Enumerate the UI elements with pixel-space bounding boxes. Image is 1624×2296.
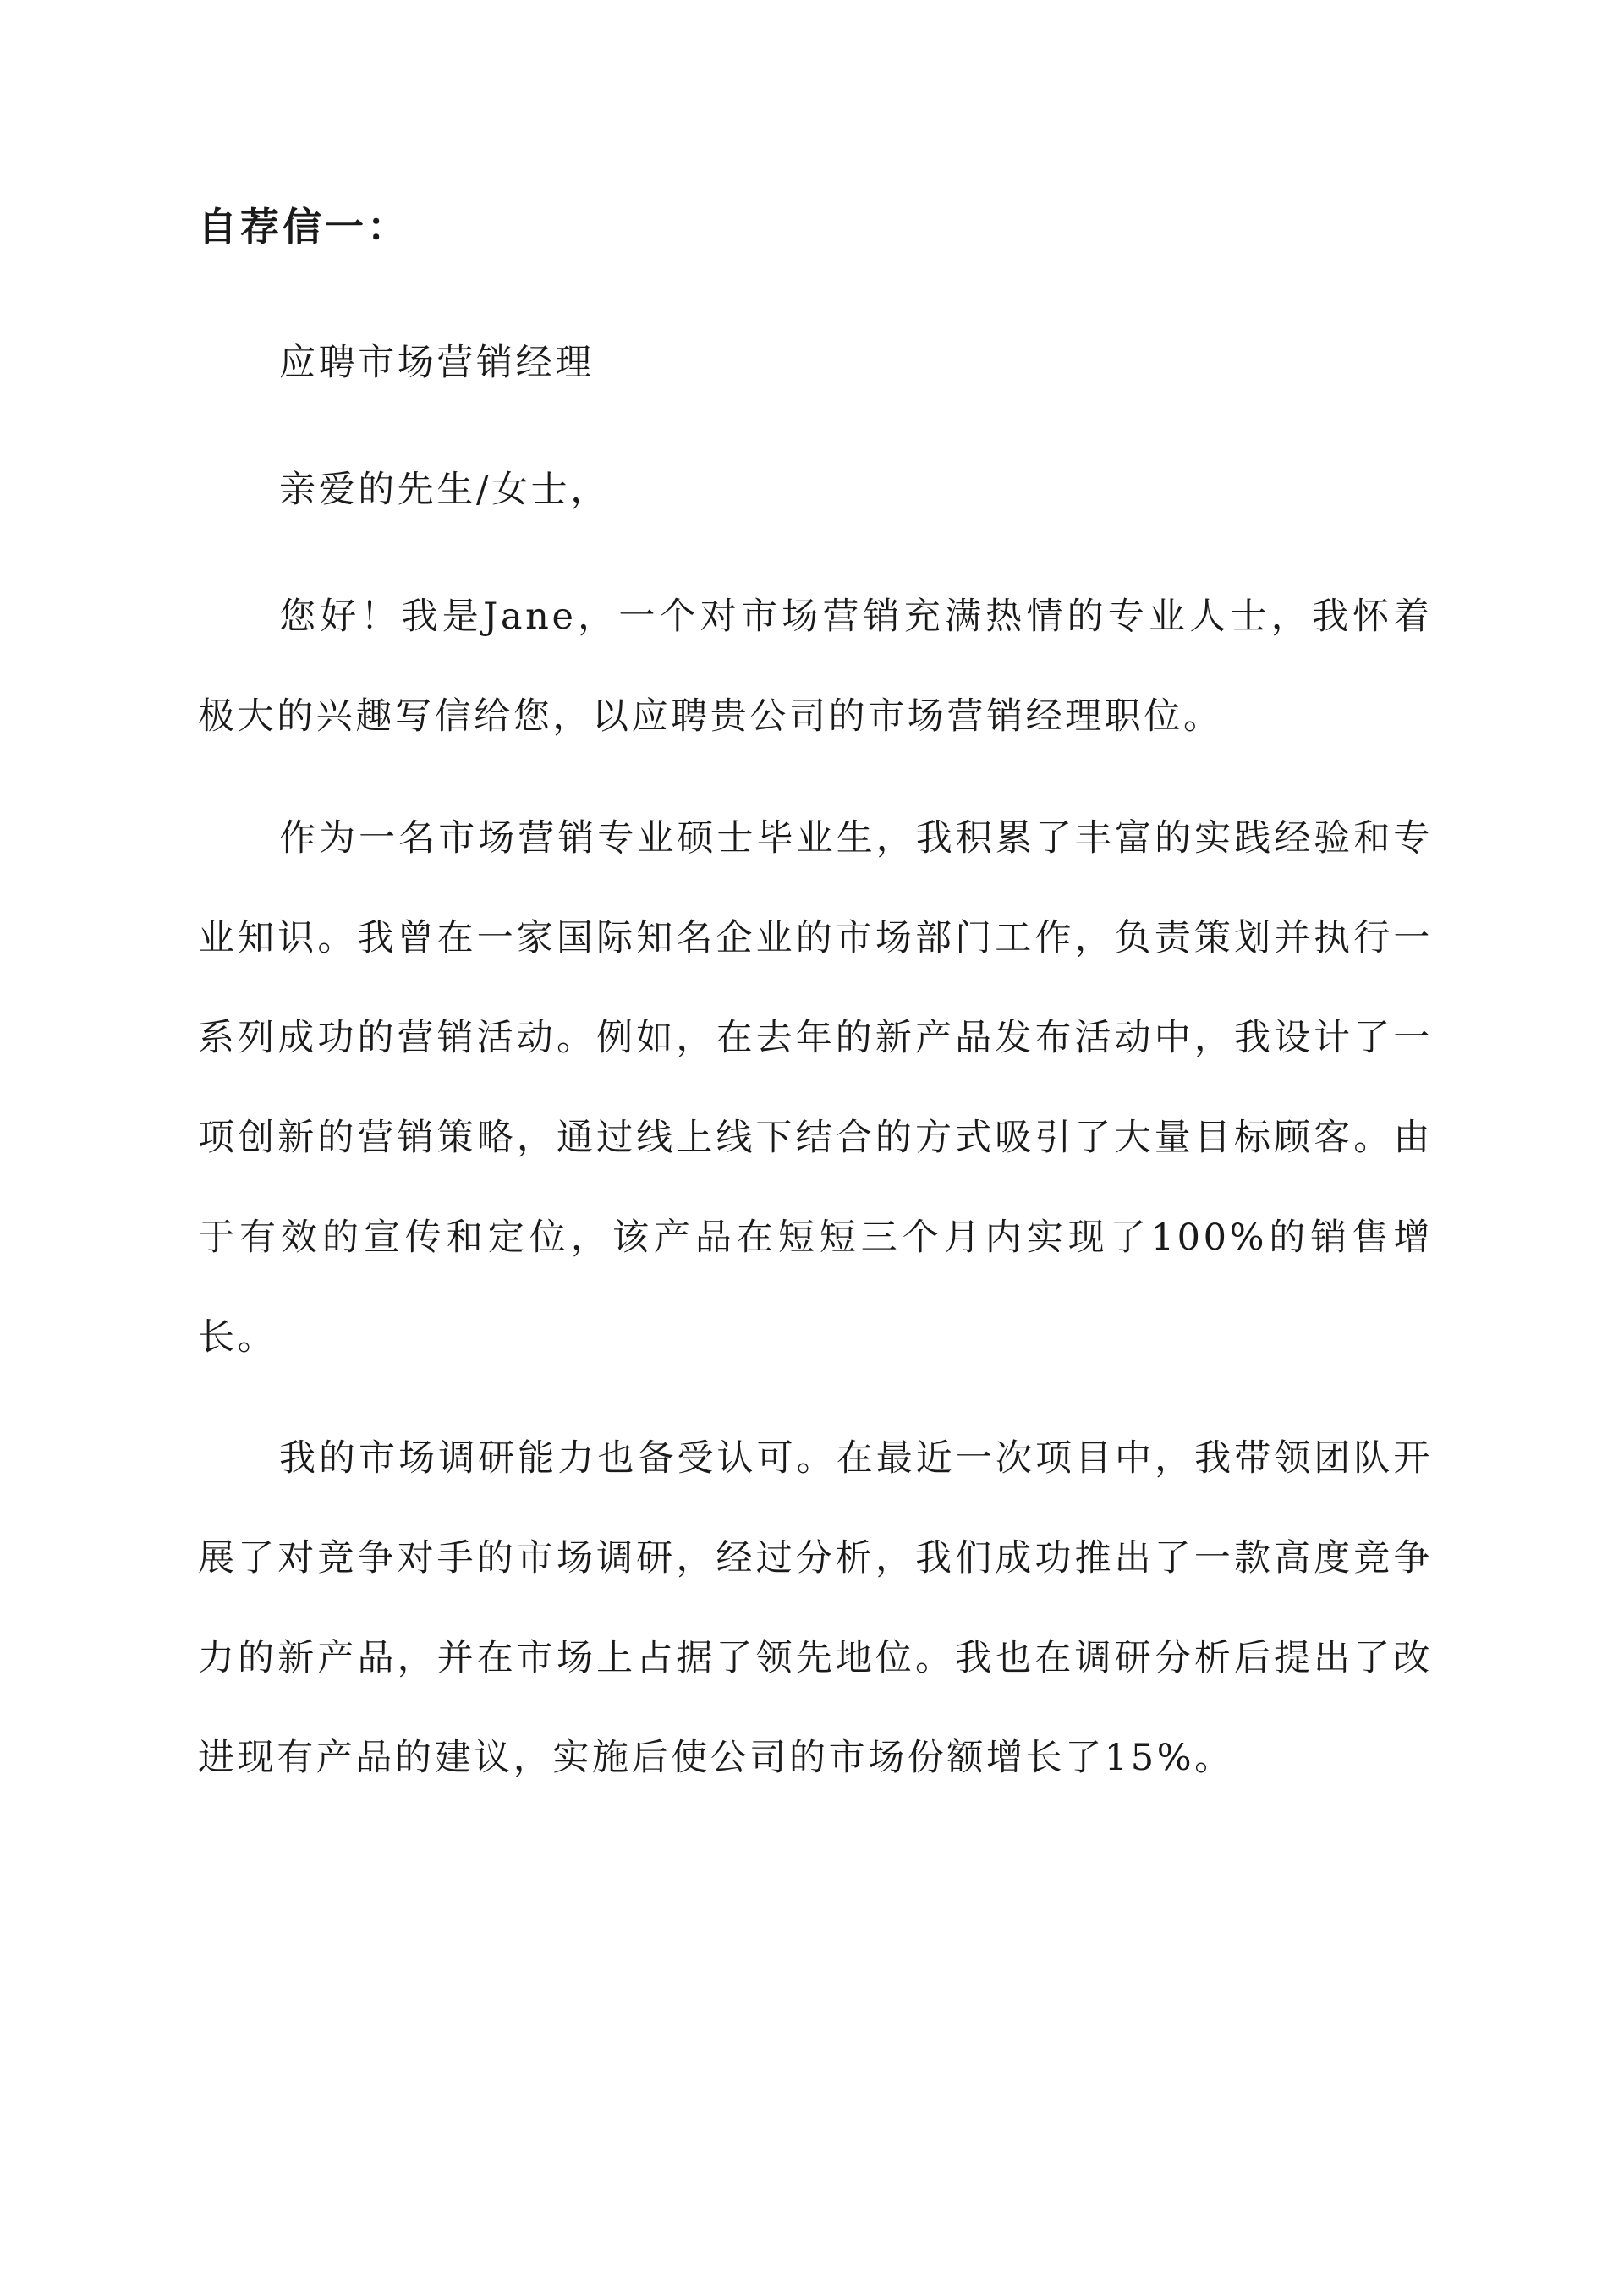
position-line: 应聘市场营销经理 (279, 342, 595, 384)
greeting-line: 亲爱的先生/女士， (279, 469, 610, 511)
intro-paragraph: 您好！我是Jane，一个对市场营销充满热情的专业人士，我怀着极大的兴趣写信给您，以应聘贵公司的市场营销经理职位。 (198, 596, 1433, 738)
letter-title: 自荐信一： (198, 204, 409, 250)
experience-paragraph: 作为一名市场营销专业硕士毕业生，我积累了丰富的实践经验和专业知识。我曾在一家国际知名企业的市场部门工作，负责策划并执行一系列成功的营销活动。例如，在去年的新产品发布活动中，我设计了一项创新的营销策略，通过线上线下结合的方式吸引了大量目标顾客。由于有效的宣传和定位，该产品在短短三个月内实现了100%的销售增长。 (198, 817, 1433, 1359)
research-paragraph: 我的市场调研能力也备受认可。在最近一次项目中，我带领团队开展了对竞争对手的市场调研，经过分析，我们成功推出了一款高度竞争力的新产品，并在市场上占据了领先地位。我也在调研分析后提出了改进现有产品的建议，实施后使公司的市场份额增长了15%。 (198, 1437, 1433, 1779)
